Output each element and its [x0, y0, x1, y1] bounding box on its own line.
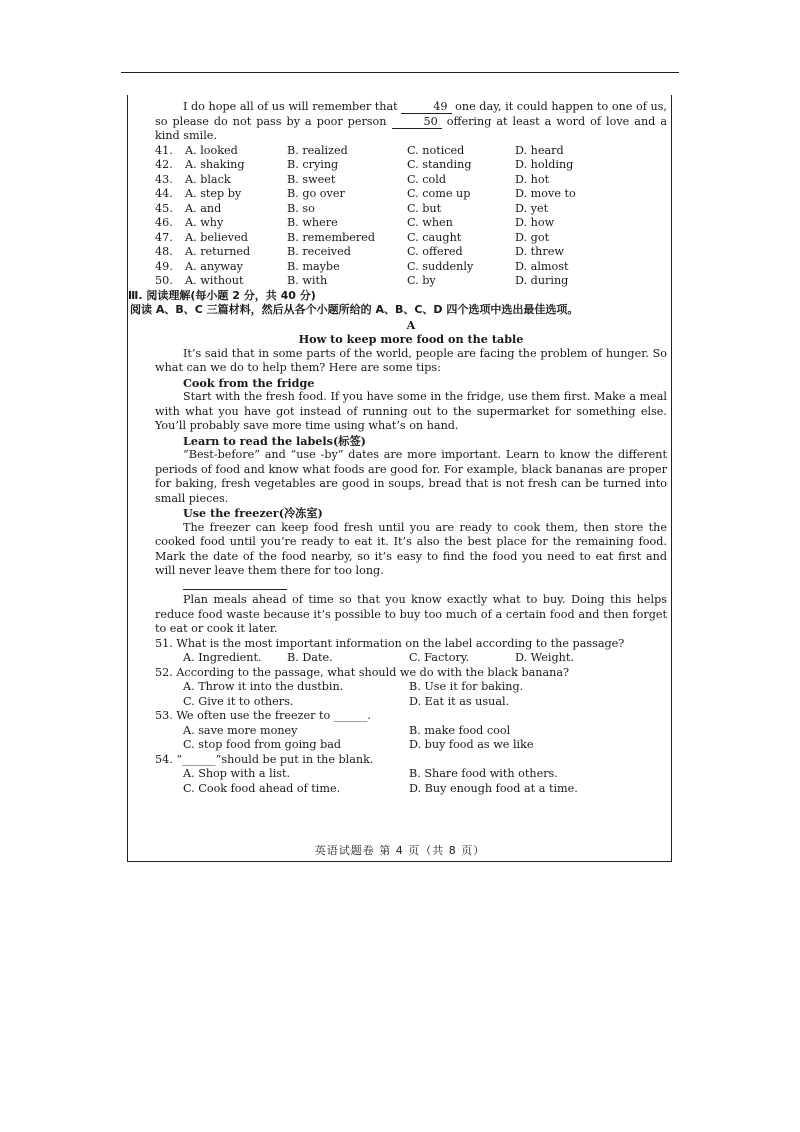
section-instructions: 阅读 A、B、C 三篇材料，然后从各个小题所给的 A、B、C、D 四个选项中选出最佳选项。	[130, 303, 579, 316]
option-d: D. got	[515, 230, 550, 244]
option-d: D. heard	[515, 143, 564, 157]
option-a: A. step by	[185, 187, 242, 200]
passage-intro: It’s said that in some parts of the world, people are facing the problem of hunger. So what can we do to help them? Here are some tips:	[155, 346, 667, 374]
cloze-text: offering at least a word of love and a kind smile.	[155, 114, 668, 142]
exam-content	[128, 100, 668, 796]
option-d: D. yet	[515, 201, 549, 215]
option-a: A. Throw it into the dustbin.	[183, 680, 344, 693]
option-b: B. Share food with others.	[409, 767, 558, 780]
option-row	[155, 274, 667, 289]
question-number: 50.	[155, 274, 173, 287]
option-a: A. looked	[185, 143, 238, 157]
option-b: B. go over	[287, 187, 345, 200]
question-number: 44.	[155, 187, 173, 200]
option-row	[155, 216, 667, 231]
cloze-text: so please do not pass by a poor person	[155, 114, 387, 128]
option-row	[155, 260, 667, 275]
question-number: 47.	[155, 230, 173, 244]
option-a: A. believed	[185, 230, 248, 244]
question-number: 48.	[155, 245, 173, 258]
option-d: D. move to	[515, 187, 576, 200]
option-a: A. black	[185, 172, 231, 186]
section-heading: Ⅲ. 阅读理解(每小题 2 分，共 40 分)	[128, 288, 316, 302]
option-d: D. Eat it as usual.	[409, 694, 510, 708]
option-b: B. sweet	[287, 172, 336, 186]
option-c: C. noticed	[407, 143, 465, 157]
question-number: 46.	[155, 216, 173, 229]
question-options	[183, 738, 667, 753]
option-b: B. where	[287, 216, 338, 229]
option-row	[155, 173, 667, 188]
question-stem: 52. According to the passage, what should we do with the black banana?	[155, 665, 570, 679]
option-c: C. standing	[407, 158, 472, 171]
tip-title: Cook from the fridge	[183, 375, 315, 390]
option-c: C. cold	[407, 172, 447, 186]
passage-letter: A	[406, 317, 416, 332]
option-row	[155, 202, 667, 217]
question-number: 49.	[155, 259, 173, 273]
option-row	[155, 231, 667, 246]
option-a: A. returned	[185, 245, 251, 258]
question-number: 43.	[155, 172, 173, 186]
missing-tip-title-blank	[183, 579, 287, 590]
option-b: B. so	[287, 201, 315, 215]
option-row	[155, 187, 667, 202]
option-a: A. and	[185, 201, 222, 215]
option-a: A. Shop with a list.	[183, 767, 291, 780]
option-row	[155, 158, 667, 173]
tip-title: Use the freezer(冷冻室)	[183, 506, 323, 520]
option-c: C. but	[407, 201, 442, 215]
option-c: C. Cook food ahead of time.	[183, 781, 341, 795]
tip-body: Plan meals ahead of time so that you know exactly what to buy. Doing this helps reduce food waste because it’s possible to buy too much of a certain food and then forget to eat or cook it later.	[155, 593, 667, 635]
page-footer: 英语试题卷 第 4 页（共 8 页）	[314, 844, 486, 857]
question-52	[155, 666, 667, 710]
option-row	[155, 144, 667, 159]
tip-body: Start with the fresh food. If you have some in the fridge, use them first. Make a meal with what you have got instead of running out to the supermarket for something else. You’ll probably save more time using what’s on hand.	[155, 390, 667, 432]
cloze-options-grid	[155, 144, 667, 289]
question-stem: 54. “______”should be put in the blank.	[155, 752, 374, 766]
question-options	[183, 724, 667, 739]
passage-title: How to keep more food on the table	[298, 332, 524, 346]
cloze-ending-paragraph	[155, 100, 667, 144]
question-options	[183, 767, 667, 782]
blank-49: 49	[401, 101, 451, 114]
question-51	[155, 637, 667, 666]
option-d: D. how	[515, 216, 555, 229]
question-options	[183, 695, 667, 710]
question-stem: 51. What is the most important information on the label according to the passage?	[155, 636, 625, 650]
option-d: D. during	[515, 274, 569, 287]
option-b: B. with	[287, 274, 328, 287]
option-c: C. come up	[407, 187, 471, 200]
option-d: D. threw	[515, 245, 564, 258]
option-c: C. Give it to others.	[183, 694, 294, 708]
blank-title-line	[155, 579, 667, 594]
option-b: B. Use it for baking.	[409, 680, 524, 693]
option-b: B. crying	[287, 158, 339, 171]
option-row	[155, 245, 667, 260]
question-stem: 53. We often use the freezer to ______.	[155, 709, 371, 722]
option-c: C. offered	[407, 245, 463, 258]
option-b: B. maybe	[287, 259, 340, 273]
option-a: A. without	[185, 274, 244, 287]
option-c: C. stop food from going bad	[183, 738, 342, 751]
option-c: C. when	[407, 216, 453, 229]
tip-body: “Best-before” and “use -by” dates are more important. Learn to know the different periods of food and know what foods are good for. For example, black bananas are proper for baking, fresh vegetables are good in soups, bread that is not fresh can be turned into small pieces.	[155, 448, 667, 505]
question-number: 41.	[155, 143, 173, 157]
option-b: B. remembered	[287, 230, 376, 244]
option-c: C. Factory.	[409, 651, 470, 664]
cloze-text: one day, it could happen to one of us,	[455, 100, 667, 113]
option-b: B. received	[287, 245, 351, 258]
option-a: A. Ingredient.	[183, 651, 262, 664]
tip-body: The freezer can keep food fresh until you are ready to cook them, then store the cooked food until you’re ready to eat it. It’s also the best place for the remaining food. Mark the date of the food nearby, so it’s easy to find the food you need to eat first and will never leave them there for too long.	[155, 520, 667, 577]
option-c: C. suddenly	[407, 259, 474, 273]
question-options	[183, 651, 667, 666]
option-d: D. buy food as we like	[409, 738, 534, 751]
option-b: B. Date.	[287, 651, 333, 664]
option-a: A. anyway	[185, 259, 243, 273]
option-c: C. by	[407, 274, 436, 287]
option-b: B. realized	[287, 143, 348, 157]
option-a: A. shaking	[185, 158, 245, 171]
option-d: D. Weight.	[515, 651, 574, 664]
question-number: 42.	[155, 158, 173, 171]
option-a: A. save more money	[183, 723, 298, 737]
question-54	[155, 753, 667, 797]
cloze-text: I do hope all of us will remember that	[183, 100, 398, 113]
option-d: D. holding	[515, 158, 574, 171]
option-c: C. caught	[407, 230, 462, 244]
option-a: A. why	[185, 216, 224, 229]
option-d: D. hot	[515, 172, 550, 186]
blank-50: 50	[392, 116, 442, 129]
question-number: 45.	[155, 201, 173, 215]
option-d: D. Buy enough food at a time.	[409, 781, 578, 795]
question-options	[183, 782, 667, 797]
option-b: B. make food cool	[409, 723, 511, 737]
option-d: D. almost	[515, 259, 569, 273]
question-options	[183, 680, 667, 695]
top-rule	[121, 72, 679, 73]
question-53	[155, 709, 667, 753]
tip-title: Learn to read the labels(标签)	[183, 433, 366, 448]
